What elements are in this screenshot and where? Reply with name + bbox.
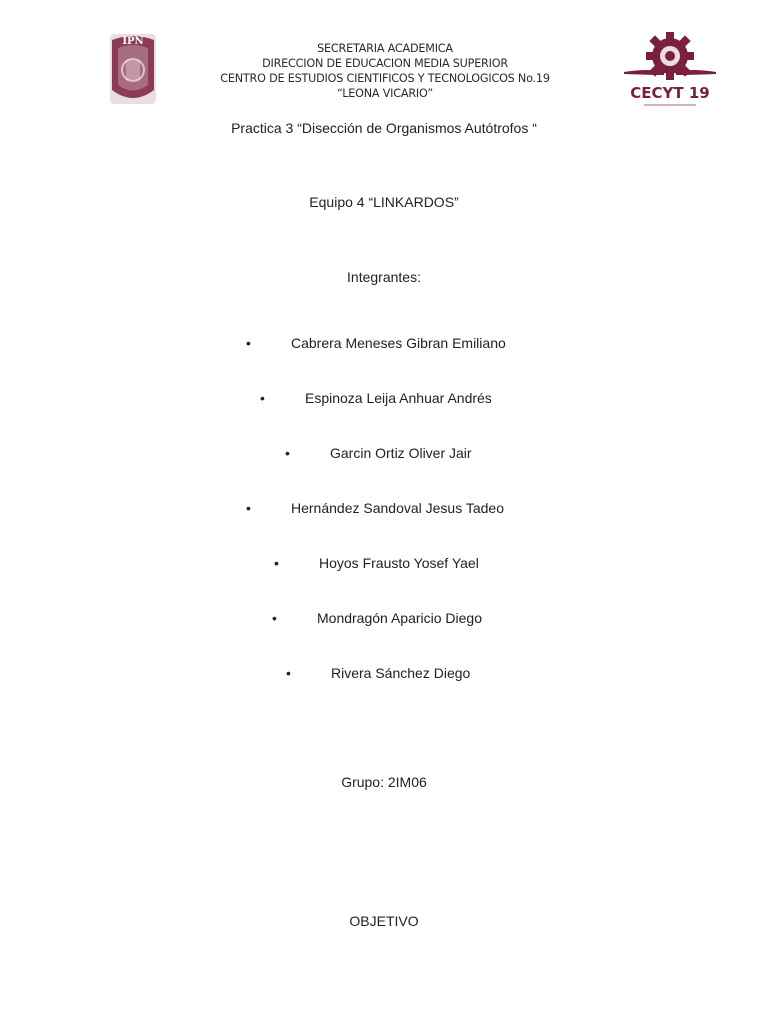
members-heading: Integrantes:	[347, 269, 421, 285]
list-bullet: •	[260, 390, 265, 406]
header-line-leona-vicario: “LEONA VICARIO”	[336, 87, 434, 100]
practice-title: Practica 3 “Disección de Organismos Autótrofos “	[231, 120, 537, 136]
list-bullet: •	[246, 335, 251, 351]
institution-header	[190, 41, 580, 101]
list-item: Hernández Sandoval Jesus Tadeo	[291, 500, 505, 516]
team-name: Equipo 4 “LINKARDOS”	[309, 194, 459, 210]
list-item: Hoyos Frausto Yosef Yael	[319, 555, 479, 571]
cecyt-logo-icon	[620, 28, 720, 112]
ipn-logo-icon	[108, 30, 158, 108]
list-bullet: •	[285, 445, 290, 461]
ipn-logo-text: IPN	[122, 36, 144, 47]
header-line-centro: CENTRO DE ESTUDIOS CIENTIFICOS Y TECNOLOGICOS No.19	[220, 72, 550, 85]
list-bullet: •	[272, 610, 277, 626]
list-bullet: •	[274, 555, 279, 571]
group-label: Grupo: 2IM06	[341, 774, 427, 790]
list-bullet: •	[246, 500, 251, 516]
list-bullet: •	[286, 665, 291, 681]
list-item: Cabrera Meneses Gibran Emiliano	[291, 335, 506, 351]
cecyt-logo-text: CECYT 19	[630, 84, 710, 102]
list-item: Mondragón Aparicio Diego	[317, 610, 482, 626]
objective-heading: OBJETIVO	[349, 913, 419, 929]
header-line-direccion: DIRECCION DE EDUCACION MEDIA SUPERIOR	[262, 57, 508, 70]
list-item: Rivera Sánchez Diego	[331, 665, 471, 681]
list-item: Espinoza Leija Anhuar Andrés	[305, 390, 492, 406]
list-item: Garcin Ortiz Oliver Jair	[330, 445, 472, 461]
header-line-secretaria: SECRETARIA ACADEMICA	[317, 42, 453, 55]
